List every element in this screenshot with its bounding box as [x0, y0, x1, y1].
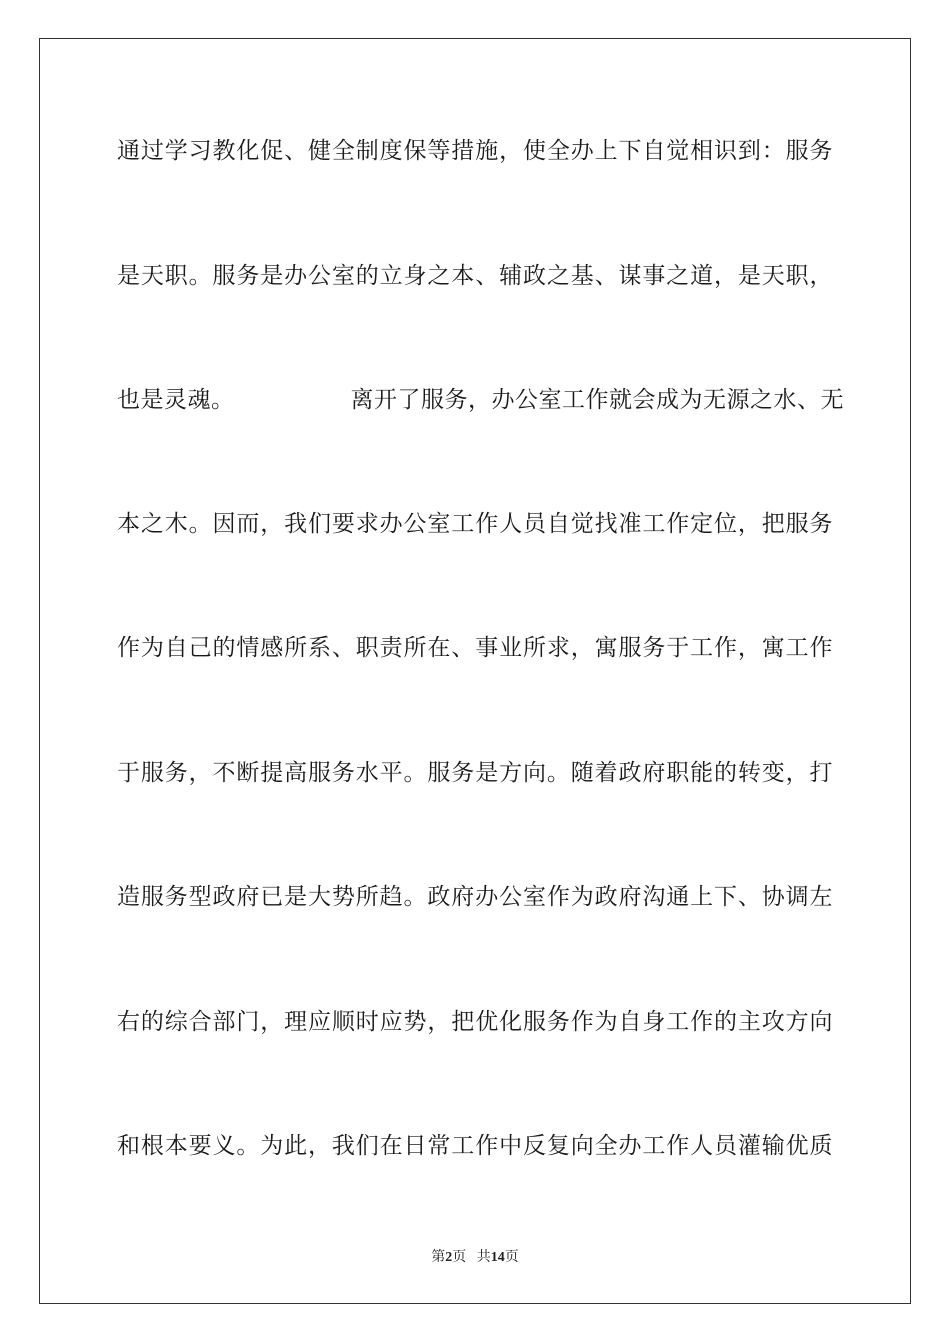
footer-page-prefix: 第 — [431, 1250, 446, 1265]
body-line-3-end: 离开了服务，办公室工作就会成为无源之水、无 — [350, 387, 844, 413]
body-line-5: 作为自己的情感所系、职责所在、事业所求，寓服务于工作，寓工作 — [117, 635, 833, 661]
body-line-6: 于服务，不断提高服务水平。服务是方向。随着政府职能的转变，打 — [117, 760, 833, 786]
body-line-3-start: 也是灵魂。 — [117, 387, 235, 413]
footer-page-number: 2 — [445, 1250, 453, 1265]
body-line-4: 本之木。因而，我们要求办公室工作人员自觉找准工作定位，把服务 — [117, 511, 833, 537]
page-footer — [0, 1246, 950, 1266]
body-line-8: 右的综合部门，理应顺时应势，把优化服务作为自身工作的主攻方向 — [117, 1009, 833, 1035]
body-line-7: 造服务型政府已是大势所趋。政府办公室作为政府沟通上下、协调左 — [117, 884, 833, 910]
footer-total-prefix: 共 — [476, 1250, 491, 1265]
footer-total-number: 14 — [490, 1250, 505, 1265]
body-line-9: 和根本要义。为此，我们在日常工作中反复向全办工作人员灌输优质 — [117, 1133, 833, 1159]
body-line-1: 通过学习教化促、健全制度保等措施，使全办上下自觉相识到：服务 — [117, 138, 833, 164]
body-line-2: 是天职。服务是办公室的立身之本、辅政之基、谋事之道，是天职， — [117, 263, 833, 289]
footer-total-suffix: 页 — [504, 1250, 519, 1265]
footer-page-suffix: 页 — [452, 1250, 467, 1265]
body-line-3 — [117, 380, 844, 420]
page-border — [39, 38, 911, 1304]
